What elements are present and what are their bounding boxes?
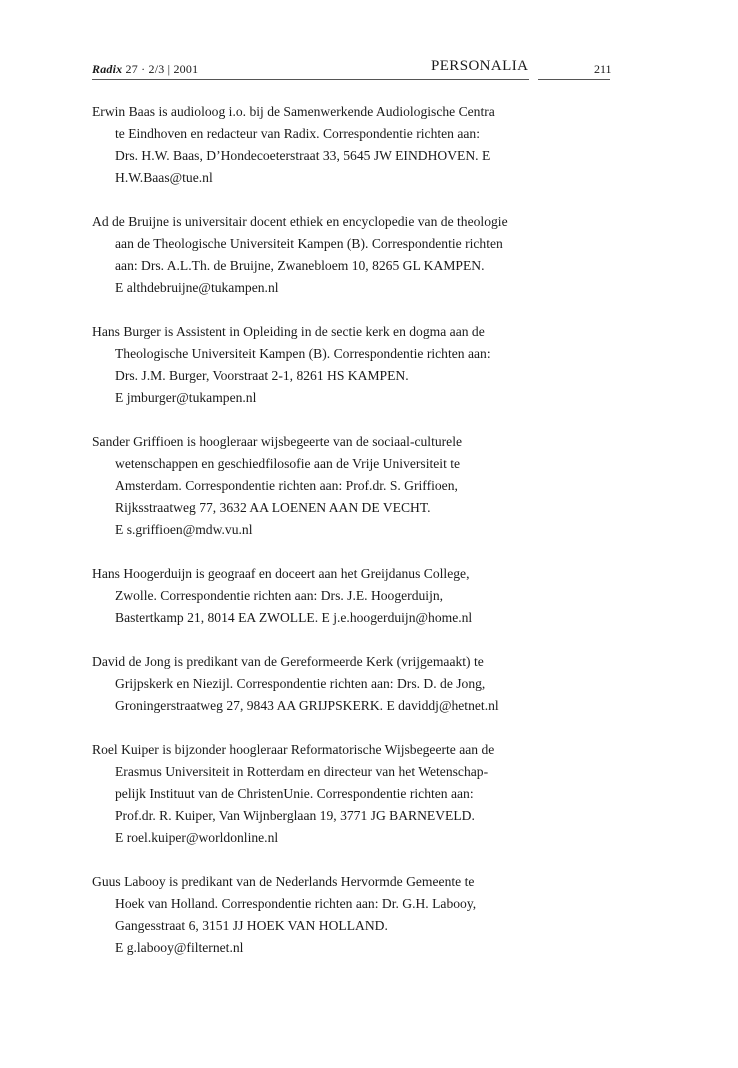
entry-continuation-line: Grijpskerk en Niezijl. Correspondentie richten aan: Drs. D. de Jong, (115, 676, 486, 691)
entry-continuation-line: Zwolle. Correspondentie richten aan: Drs. J.E. Hoogerduijn, (115, 588, 444, 603)
personalia-entry (92, 563, 532, 629)
journal-name: Radix (92, 62, 123, 76)
entry-first-line: David de Jong is predikant van de Gereformeerde Kerk (vrijgemaakt) te (92, 654, 484, 669)
entry-continuation-line: Drs. H.W. Baas, D’Hondecoeterstraat 33, 5645 JW EINDHOVEN. E (115, 148, 491, 163)
entry-continuation-line: Bastertkamp 21, 8014 EA ZWOLLE. E j.e.hoogerduijn@home.nl (115, 610, 473, 625)
personalia-entry (92, 651, 532, 717)
personalia-entry (92, 431, 532, 541)
entry-continuation-line: pelijk Instituut van de ChristenUnie. Correspondentie richten aan: (115, 786, 474, 801)
personalia-entry (92, 321, 532, 409)
entry-first-line: Roel Kuiper is bijzonder hoogleraar Reformatorische Wijsbegeerte aan de (92, 742, 495, 757)
entry-continuation-line: Prof.dr. R. Kuiper, Van Wijnberglaan 19, 3771 JG BARNEVELD. (115, 808, 475, 823)
entry-continuation-line: Amsterdam. Correspondentie richten aan: Prof.dr. S. Griffioen, (115, 478, 458, 493)
entry-continuation-line: Drs. J.M. Burger, Voorstraat 2-1, 8261 HS KAMPEN. (115, 368, 409, 383)
entry-continuation-line: aan de Theologische Universiteit Kampen (B). Correspondentie richten (115, 236, 503, 251)
entry-continuation-line: aan: Drs. A.L.Th. de Bruijne, Zwanebloem 10, 8265 GL KAMPEN. (115, 258, 485, 273)
personalia-list (92, 101, 532, 981)
entry-continuation-line: E g.labooy@filternet.nl (115, 940, 244, 955)
issue-info: 27 · 2/3 | 2001 (125, 62, 199, 76)
journal-reference (92, 62, 198, 77)
page-number: 211 (594, 62, 612, 76)
personalia-entry (92, 211, 532, 299)
personalia-entry (92, 871, 532, 959)
entry-first-line: Hans Hoogerduijn is geograaf en doceert aan het Greijdanus College, (92, 566, 470, 581)
section-title: PERSONALIA (431, 58, 529, 74)
entry-continuation-line: E althdebruijne@tukampen.nl (115, 280, 279, 295)
entry-continuation-line: Theologische Universiteit Kampen (B). Correspondentie richten aan: (115, 346, 491, 361)
entry-first-line: Ad de Bruijne is universitair docent ethiek en encyclopedie van de theologie (92, 214, 508, 229)
personalia-entry (92, 739, 532, 849)
header-rule-right (538, 79, 610, 80)
entry-continuation-line: E roel.kuiper@worldonline.nl (115, 830, 279, 845)
entry-first-line: Erwin Baas is audioloog i.o. bij de Samenwerkende Audiologische Centra (92, 104, 495, 119)
running-header (92, 58, 610, 82)
personalia-entry (92, 101, 532, 189)
entry-first-line: Guus Labooy is predikant van de Nederlands Hervormde Gemeente te (92, 874, 475, 889)
entry-continuation-line: Rijksstraatweg 77, 3632 AA LOENEN AAN DE VECHT. (115, 500, 431, 515)
entry-continuation-line: E jmburger@tukampen.nl (115, 390, 257, 405)
entry-continuation-line: H.W.Baas@tue.nl (115, 170, 213, 185)
entry-continuation-line: Groningerstraatweg 27, 9843 AA GRIJPSKERK. E daviddj@hetnet.nl (115, 698, 499, 713)
entry-continuation-line: te Eindhoven en redacteur van Radix. Correspondentie richten aan: (115, 126, 481, 141)
entry-continuation-line: wetenschappen en geschiedfilosofie aan de Vrije Universiteit te (115, 456, 461, 471)
entry-first-line: Hans Burger is Assistent in Opleiding in de sectie kerk en dogma aan de (92, 324, 485, 339)
entry-continuation-line: Hoek van Holland. Correspondentie richten aan: Dr. G.H. Labooy, (115, 896, 477, 911)
entry-continuation-line: E s.griffioen@mdw.vu.nl (115, 522, 253, 537)
entry-first-line: Sander Griffioen is hoogleraar wijsbegeerte van de sociaal-culturele (92, 434, 463, 449)
entry-continuation-line: Erasmus Universiteit in Rotterdam en directeur van het Wetenschap- (115, 764, 489, 779)
entry-continuation-line: Gangesstraat 6, 3151 JJ HOEK VAN HOLLAND. (115, 918, 388, 933)
header-rule-left (92, 79, 529, 80)
